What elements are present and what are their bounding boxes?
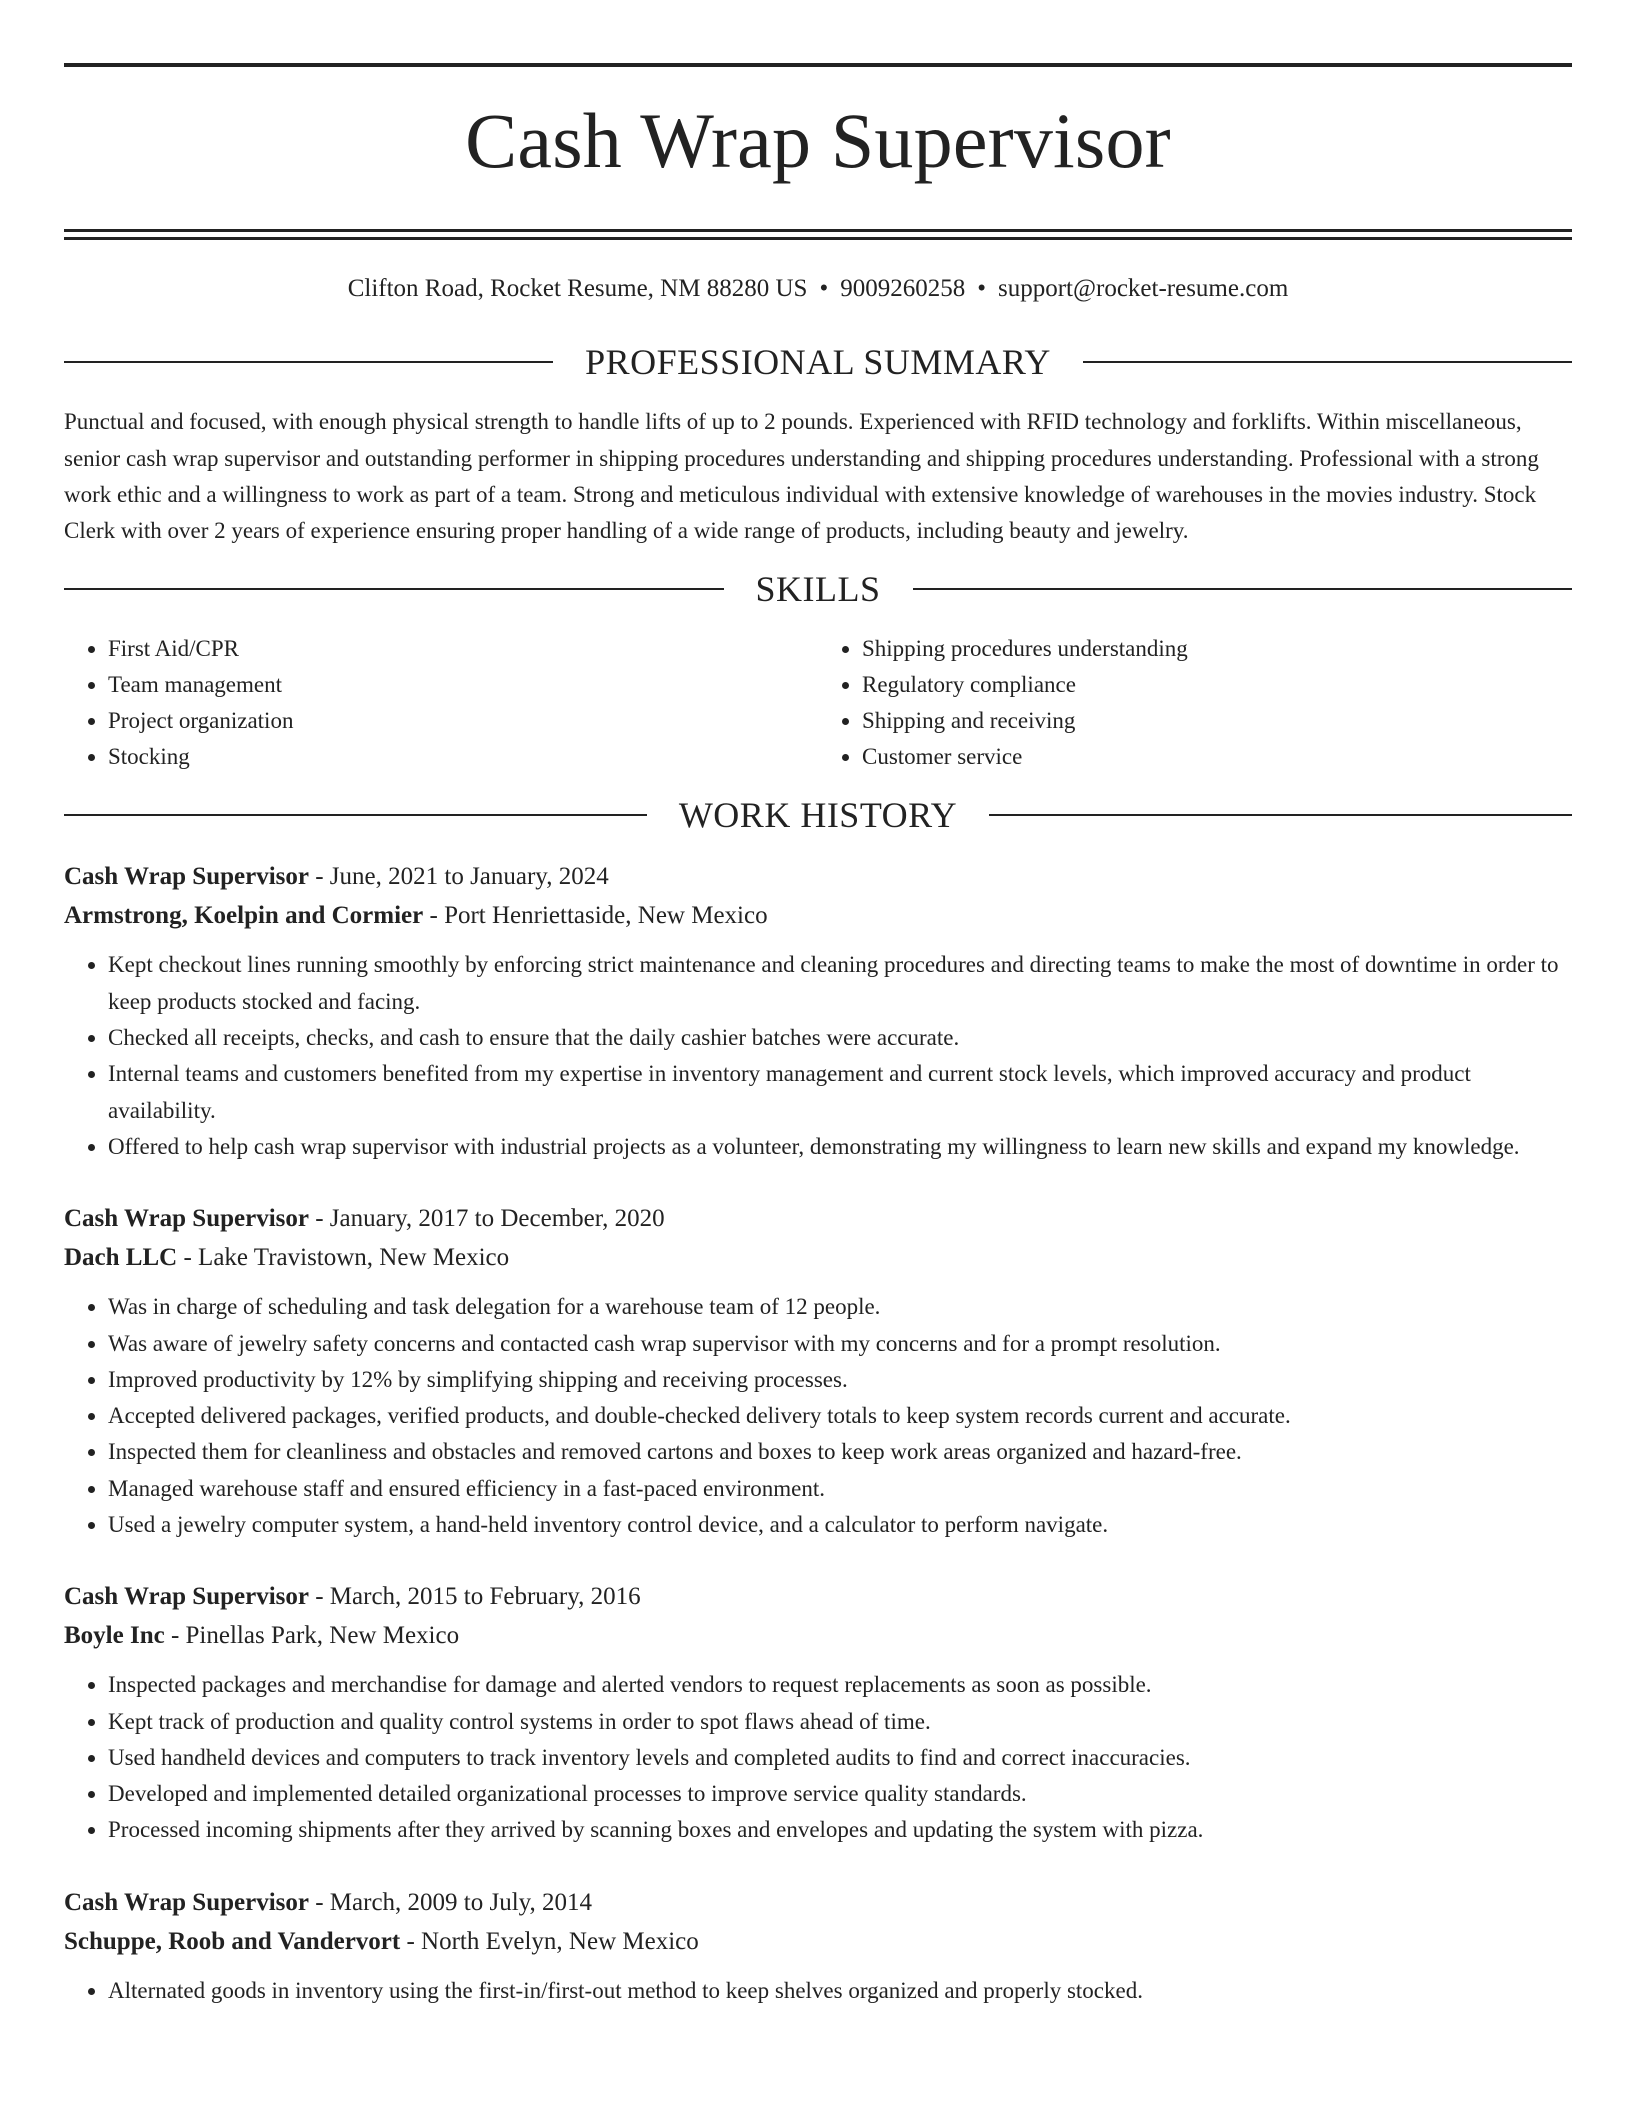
summary-text: Punctual and focused, with enough physical strength to handle lifts of up to 2 pounds. Experienced with RFID technology and forklifts. Within miscellaneous, senior cash wrap supervisor and outstanding performer in shipping procedures understanding and shipping procedures understanding. Professional with a strong work ethic and a willingness to work as part of a team. Strong and meticulous individual with extensive knowledge of warehouses in the movies industry. Stock Clerk with over 2 years of experience ensuring proper handling of a wide range of products, including beauty and jewelry. [64, 409, 1539, 544]
job-entry [64, 1577, 1572, 1848]
job-title: Cash Wrap Supervisor [64, 1583, 309, 1611]
section-rule-right [1083, 361, 1572, 363]
job-company: Armstrong, Koelpin and Cormier [64, 902, 424, 930]
contact-email: support@rocket-resume.com [997, 275, 1289, 303]
job-bullet: • Internal teams and customers benefited from my expertise in inventory management and current stock levels, which improved accuracy and product availability. [108, 1056, 1572, 1129]
skill-item: • Customer service [862, 739, 1572, 775]
job-bullet: • Kept track of production and quality control systems in order to spot flaws ahead of time. [108, 1704, 1572, 1740]
skills-column-right [818, 631, 1572, 775]
section-header-summary [64, 342, 1572, 382]
job-bullet: • Used handheld devices and computers to track inventory levels and completed audits to find and correct inaccuracies. [108, 1740, 1572, 1776]
job-dates: - March, 2015 to February, 2016 [308, 1583, 641, 1611]
job-title-line [64, 1199, 1572, 1238]
section-title-summary: PROFESSIONAL SUMMARY [585, 342, 1051, 383]
job-bullet: • Inspected them for cleanliness and obstacles and removed cartons and boxes to keep work areas organized and hazard-free. [108, 1434, 1572, 1470]
resume-title: Cash Wrap Supervisor [465, 97, 1171, 184]
job-title-line [64, 857, 1572, 896]
skill-item: • Shipping procedures understanding [862, 631, 1572, 667]
job-location: - Lake Travistown, New Mexico [177, 1244, 510, 1272]
skills-list [64, 631, 1572, 775]
contact-line [64, 274, 1572, 304]
job-company: Boyle Inc [64, 1622, 165, 1650]
section-rule-left [64, 588, 724, 590]
job-title: Cash Wrap Supervisor [64, 863, 309, 891]
section-rule-right [989, 814, 1572, 816]
skill-item: • Regulatory compliance [862, 667, 1572, 703]
skill-item: • First Aid/CPR [108, 631, 818, 667]
job-bullet: • Processed incoming shipments after they arrived by scanning boxes and envelopes and updating the system with pizza. [108, 1812, 1572, 1848]
job-company-line [64, 1616, 1572, 1655]
job-entry [64, 1199, 1572, 1543]
job-company: Schuppe, Roob and Vandervort [64, 1927, 401, 1955]
job-bullet: • Inspected packages and merchandise for damage and alerted vendors to request replacements as soon as possible. [108, 1667, 1572, 1703]
resume-page [64, 0, 1572, 2009]
contact-separator: • [977, 275, 986, 303]
section-title-skills: SKILLS [755, 569, 881, 610]
job-bullet: • Alternated goods in inventory using the first-in/first-out method to keep shelves organized and properly stocked. [108, 1973, 1572, 2009]
job-bullets [64, 947, 1572, 1165]
job-title-line [64, 1883, 1572, 1922]
section-header-work-history [64, 795, 1572, 835]
job-location: - Pinellas Park, New Mexico [164, 1622, 460, 1650]
job-bullet: • Was in charge of scheduling and task delegation for a warehouse team of 12 people. [108, 1289, 1572, 1325]
job-bullets [64, 1667, 1572, 1848]
job-location: - Port Henriettaside, New Mexico [423, 902, 768, 930]
job-bullets [64, 1973, 1572, 2009]
job-bullet: • Developed and implemented detailed organizational processes to improve service quality standards. [108, 1776, 1572, 1812]
job-title-line [64, 1577, 1572, 1616]
job-dates: - March, 2009 to July, 2014 [308, 1888, 593, 1916]
skill-item: • Team management [108, 667, 818, 703]
section-header-skills [64, 569, 1572, 609]
job-bullet: • Improved productivity by 12% by simplifying shipping and receiving processes. [108, 1362, 1572, 1398]
contact-address: Clifton Road, Rocket Resume, NM 88280 US [347, 275, 808, 303]
section-rule-left [64, 814, 647, 816]
contact-separator: • [819, 275, 829, 303]
job-entry [64, 857, 1572, 1165]
job-title: Cash Wrap Supervisor [64, 1888, 309, 1916]
job-title: Cash Wrap Supervisor [64, 1205, 309, 1233]
job-location: - North Evelyn, New Mexico [400, 1927, 699, 1955]
job-bullet: • Accepted delivered packages, verified products, and double-checked delivery totals to keep system records current and accurate. [108, 1398, 1572, 1434]
job-bullet: • Managed warehouse staff and ensured efficiency in a fast-paced environment. [108, 1471, 1572, 1507]
section-rule-left [64, 361, 553, 363]
header-top-rule [64, 63, 1572, 67]
section-rule-right [913, 588, 1573, 590]
contact-phone: 9009260258 [840, 275, 966, 303]
header-double-rule [64, 229, 1572, 240]
job-dates: - June, 2021 to January, 2024 [308, 863, 609, 891]
section-title-work-history: WORK HISTORY [678, 795, 958, 836]
job-company-line [64, 896, 1572, 935]
job-dates: - January, 2017 to December, 2020 [308, 1205, 665, 1233]
job-bullet: • Used a jewelry computer system, a hand-held inventory control device, and a calculator to perform navigate. [108, 1507, 1572, 1543]
job-company-line [64, 1238, 1572, 1277]
job-bullet: • Kept checkout lines running smoothly by enforcing strict maintenance and cleaning procedures and directing teams to make the most of downtime in order to keep products stocked and facing. [108, 947, 1572, 1020]
job-bullet: • Checked all receipts, checks, and cash to ensure that the daily cashier batches were accurate. [108, 1020, 1572, 1056]
job-bullets [64, 1289, 1572, 1543]
skill-item: • Stocking [108, 739, 818, 775]
job-entry [64, 1883, 1572, 2009]
skill-item: • Shipping and receiving [862, 703, 1572, 739]
skill-item: • Project organization [108, 703, 818, 739]
job-company-line [64, 1922, 1572, 1961]
job-bullet: • Offered to help cash wrap supervisor with industrial projects as a volunteer, demonstrating my willingness to learn new skills and expand my knowledge. [108, 1129, 1572, 1165]
job-company: Dach LLC [64, 1244, 178, 1272]
job-bullet: • Was aware of jewelry safety concerns and contacted cash wrap supervisor with my concerns and for a prompt resolution. [108, 1326, 1572, 1362]
skills-column-left [64, 631, 818, 775]
